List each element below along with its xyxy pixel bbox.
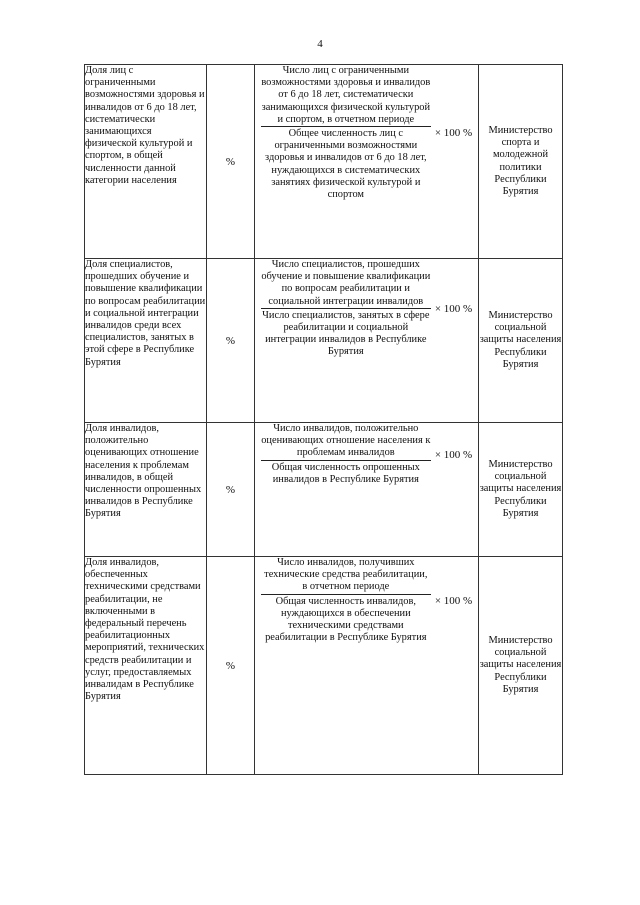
unit-cell: % xyxy=(207,259,255,423)
fraction xyxy=(261,423,431,486)
table-row xyxy=(85,259,563,423)
responsible-ministry: Министерство социальной защиты населения Республики Бурятия xyxy=(479,259,563,423)
formula-cell xyxy=(255,259,479,423)
unit-cell: % xyxy=(207,557,255,775)
formula xyxy=(255,557,478,644)
formula xyxy=(255,65,478,201)
denominator: Общая численность опрошенных инвалидов в Республике Бурятия xyxy=(271,461,420,485)
numerator: Число лиц с ограниченными возможностями здоровья и инвалидов от 6 до 18 лет, систематически занимающихся физической культурой и спортом, в отчетном периоде xyxy=(261,65,431,125)
unit-cell: % xyxy=(207,65,255,259)
responsible-ministry: Министерство социальной защиты населения Республики Бурятия xyxy=(479,423,563,557)
indicator-name: Доля инвалидов, положительно оценивающих отношение населения к проблемам инвалидов, в общей численности опрошенных инвалидов в Республике Бурятия xyxy=(85,423,207,557)
indicator-name: Доля инвалидов, обеспеченных техническими средствами реабилитации, не включенными в федеральный перечень реабилитационных мероприятий, технических средств реабилитации и услуг, предоставляемых инвалидам в Республике Бурятия xyxy=(85,557,207,775)
table-row xyxy=(85,65,563,259)
table-row xyxy=(85,423,563,557)
formula-cell xyxy=(255,65,479,259)
multiplier: × 100 % xyxy=(434,448,473,461)
fraction-bar xyxy=(261,460,431,461)
numerator: Число специалистов, прошедших обучение и повышение квалификации по вопросам реабилитации и социальной интеграции инвалидов xyxy=(261,259,431,307)
denominator: Число специалистов, занятых в сфере реабилитации и социальной интеграции инвалидов в Республике Бурятия xyxy=(262,309,430,358)
fraction xyxy=(261,259,431,359)
formula xyxy=(255,423,478,486)
fraction xyxy=(261,65,431,201)
formula xyxy=(255,259,478,359)
indicators-table xyxy=(84,64,563,775)
unit-cell: % xyxy=(207,423,255,557)
indicator-name: Доля лиц с ограниченными возможностями здоровья и инвалидов от 6 до 18 лет, систематически занимающихся физической культурой и спортом, в общей численности данной категории населения xyxy=(85,65,207,259)
fraction-bar xyxy=(261,308,431,309)
indicator-name: Доля специалистов, прошедших обучение и повышение квалификации по вопросам реабилитации и социальной интеграции инвалидов среди всех специалистов, занятых в этой сфере в Республике Бурятия xyxy=(85,259,207,423)
responsible-ministry: Министерство социальной защиты населения Республики Бурятия xyxy=(479,557,563,775)
fraction-bar xyxy=(261,594,431,595)
table-row xyxy=(85,557,563,775)
multiplier: × 100 % xyxy=(434,302,473,315)
numerator: Число инвалидов, получивших технические средства реабилитации, в отчетном периоде xyxy=(264,557,428,593)
fraction-bar xyxy=(261,126,431,127)
denominator: Общая численность инвалидов, нуждающихся в обеспечении техническими средствами реабилитации в Республике Бурятия xyxy=(265,595,427,644)
numerator: Число инвалидов, положительно оценивающих отношение населения к проблемам инвалидов xyxy=(261,423,431,459)
responsible-ministry: Министерство спорта и молодежной политики Республики Бурятия xyxy=(479,65,563,259)
denominator: Общее численность лиц с ограниченными возможностями здоровья и инвалидов от 6 до 18 лет, нуждающихся в систематических занятиях физической культурой и спортом xyxy=(265,128,427,201)
multiplier: × 100 % xyxy=(434,594,473,607)
page-number: 4 xyxy=(317,38,323,50)
fraction xyxy=(261,557,431,644)
multiplier: × 100 % xyxy=(434,127,473,140)
formula-cell xyxy=(255,557,479,775)
formula-cell xyxy=(255,423,479,557)
